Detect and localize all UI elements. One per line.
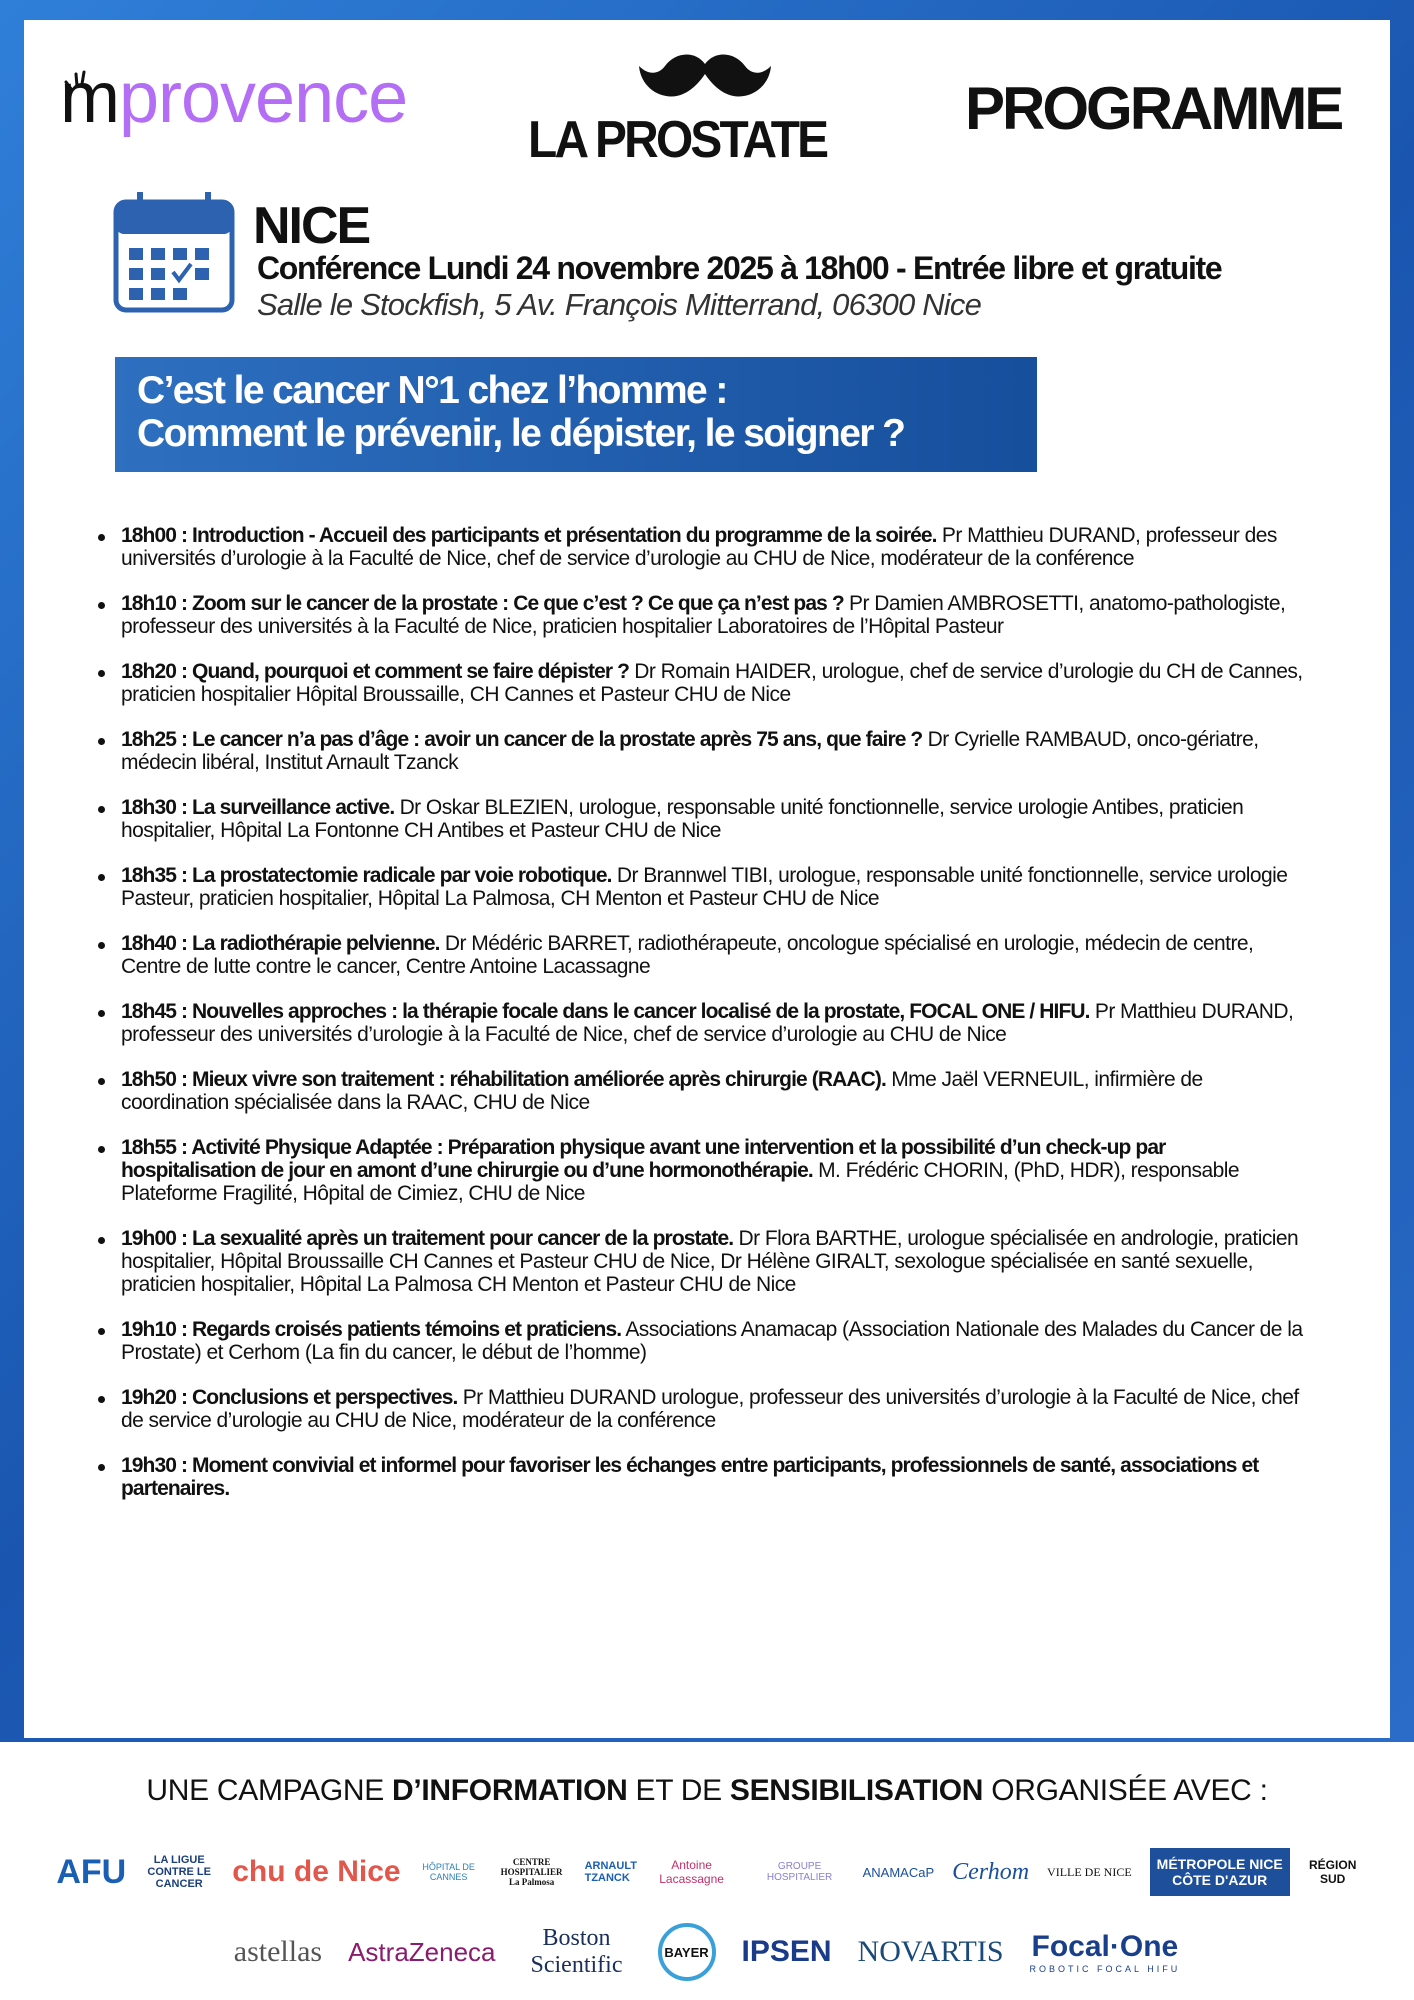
programme-heading: PROGRAMME	[965, 75, 1342, 142]
conference-date: Conférence Lundi 24 novembre 2025 à 18h00 - Entrée libre et gratuite	[257, 250, 1222, 286]
partner-logo: ANAMACaP	[862, 1864, 935, 1880]
partner-logo: LA LIGUE CONTRE LE CANCER	[147, 1854, 211, 1890]
program-list	[94, 524, 1304, 1522]
program-item-speaker: Pr Matthieu DURAND, professeur des universités d’urologie à la Faculté de Nice, chef de service d’urologie au CHU de Nice	[121, 1000, 1294, 1046]
program-item	[94, 864, 1304, 910]
headline-line-1: C’est le cancer N°1 chez l’homme :	[137, 369, 727, 412]
program-item-title: 18h50 : Mieux vivre son traitement : réhabilitation améliorée après chirurgie (RAAC).	[121, 1068, 886, 1091]
program-item	[94, 1386, 1304, 1432]
partner-logo: GROUPE HOSPITALIER	[766, 1861, 833, 1883]
partner-logo: MÉTROPOLE NICE CÔTE D'AZUR	[1150, 1848, 1290, 1896]
calendar-icon	[113, 192, 235, 314]
logo-m: m	[60, 58, 119, 138]
partner-logo: HÔPITAL DE CANNES	[422, 1862, 475, 1882]
partner-logo: chu de Nice	[232, 1855, 401, 1888]
partner-logo: IPSEN	[741, 1935, 832, 1968]
program-item-title: 18h30 : La surveillance active.	[121, 796, 395, 819]
program-item	[94, 660, 1304, 706]
partner-logos-row-2	[0, 1922, 1414, 1982]
program-item-speaker: Dr Brannwel TIBI, urologue, responsable unité fonctionnelle, service urologie Pasteur, praticien hospitalier, Hôpital La Palmosa, CH Menton et Pasteur CHU de Nice	[121, 864, 1288, 910]
partner-logo: BAYER	[658, 1923, 716, 1981]
partner-logo: NOVARTIS	[857, 1935, 1004, 1968]
program-item	[94, 1227, 1304, 1296]
partner-logo: CENTRE HOSPITALIER La Palmosa	[500, 1857, 563, 1887]
program-item-speaker: Pr Matthieu DURAND urologue, professeur des universités d’urologie à la Faculté de Nice, chef de service d’urologie au CHU de Nice, modérateur de la conférence	[121, 1386, 1299, 1432]
program-item-speaker: Dr Romain HAIDER, urologue, chef de service d’urologie du CH de Cannes, praticien hospitalier Hôpital Broussaille, CH Cannes et Pasteur CHU de Nice	[121, 660, 1303, 706]
program-item-title: 19h30 : Moment convivial et informel pour favoriser les échanges entre participants, professionnels de santé, associations et partenaires.	[121, 1454, 1259, 1500]
program-item-speaker: Dr Flora BARTHE, urologue spécialisée en andrologie, praticien hospitalier, Hôpital Broussaille CH Cannes et Pasteur CHU de Nice, Dr Hélène GIRALT, sexologue spécialisée en santé sexuelle, praticien hospitalier, Hôpital La Palmosa CH Menton et Pasteur CHU de Nice	[121, 1227, 1299, 1296]
program-item-title: 18h25 : Le cancer n’a pas d’âge : avoir un cancer de la prostate après 75 ans, que faire ?	[121, 728, 923, 751]
partner-logo: AstraZeneca	[348, 1936, 496, 1967]
partner-logo: VILLE DE NICE	[1047, 1864, 1132, 1879]
program-item-title: 18h00 : Introduction - Accueil des participants et présentation du programme de la soirée.	[121, 524, 937, 547]
campaign-text: UNE CAMPAGNE	[146, 1774, 392, 1807]
program-item-title: 19h00 : La sexualité après un traitement pour cancer de la prostate.	[121, 1227, 734, 1250]
campaign-text: ET DE	[627, 1774, 730, 1807]
program-item-speaker: Dr Oskar BLEZIEN, urologue, responsable unité fonctionnelle, service urologie Antibes, praticien hospitalier, Hôpital La Fontonne CH Antibes et Pasteur CHU de Nice	[121, 796, 1244, 842]
program-item	[94, 524, 1304, 570]
campaign-bold: SENSIBILISATION	[729, 1774, 984, 1807]
headline-line-2: Comment le prévenir, le dépister, le soigner ?	[137, 412, 905, 455]
campaign-bold: D’INFORMATION	[391, 1774, 628, 1807]
campaign-text: ORGANISÉE AVEC :	[983, 1774, 1268, 1807]
program-item	[94, 728, 1304, 774]
program-item-title: 18h10 : Zoom sur le cancer de la prostate : Ce que c’est ? Ce que ça n’est pas ?	[121, 592, 844, 615]
partner-logo: Boston Scientific	[530, 1925, 623, 1978]
event-title: LA PROSTATE	[528, 111, 827, 169]
partner-logo: AFU	[56, 1852, 127, 1891]
program-item-title: 18h40 : La radiothérapie pelvienne.	[121, 932, 440, 955]
program-item	[94, 796, 1304, 842]
program-item-title: 18h35 : La prostatectomie radicale par voie robotique.	[121, 864, 612, 887]
partner-logo: astellas	[233, 1935, 323, 1968]
program-item-speaker: Pr Damien AMBROSETTI, anatomo-pathologiste, professeur des universités à la Faculté de Nice, praticien hospitalier Laboratoires de l’Hôpital Pasteur	[121, 592, 1286, 638]
program-item	[94, 1068, 1304, 1114]
focal-one-logo	[1030, 1930, 1181, 1974]
focal-one-tagline: ROBOTIC FOCAL HIFU	[1029, 1964, 1181, 1974]
program-item-speaker: Mme Jaël VERNEUIL, infirmière de coordination spécialisée dans la RAAC, CHU de Nice	[121, 1068, 1203, 1114]
program-item-speaker: Associations Anamacap (Association Nationale des Malades du Cancer de la Prostate) et Cerhom (La fin du cancer, le début de l’homme)	[121, 1318, 1303, 1364]
program-item-speaker: Dr Médéric BARRET, radiothérapeute, oncologue spécialisé en urologie, médecin de centre, Centre de lutte contre le cancer, Centre Antoine Lacassagne	[121, 932, 1254, 978]
program-item	[94, 1000, 1304, 1046]
partner-logo: Cerhom	[952, 1858, 1030, 1885]
program-item-title: 19h20 : Conclusions et perspectives.	[121, 1386, 458, 1409]
program-item	[94, 1318, 1304, 1364]
program-item-title: 18h55 : Activité Physique Adaptée : Préparation physique avant une intervention et la possibilité d’un check-up par hospitalisation de jour en amont d’une chirurgie ou d’une hormonothérapie.	[121, 1136, 1166, 1182]
venue-address: Salle le Stockfish, 5 Av. François Mitterrand, 06300 Nice	[257, 287, 982, 322]
program-item-title: 19h10 : Regards croisés patients témoins et praticiens.	[121, 1318, 622, 1341]
mustache-icon	[635, 50, 775, 105]
mprovence-logo	[60, 58, 408, 138]
partner-logo: Focal·One	[1031, 1930, 1179, 1963]
partner-logo: Antoine Lacassagne	[659, 1858, 724, 1886]
program-item-title: 18h20 : Quand, pourquoi et comment se faire dépister ?	[121, 660, 630, 683]
logo-provence: provence	[118, 58, 408, 138]
program-item	[94, 932, 1304, 978]
program-item-title: 18h45 : Nouvelles approches : la thérapie focale dans le cancer localisé de la prostate, FOCAL ONE / HIFU.	[121, 1000, 1090, 1023]
program-item	[94, 1136, 1304, 1205]
headline-banner	[115, 357, 1037, 472]
city-title: NICE	[253, 197, 370, 255]
program-item	[94, 592, 1304, 638]
partner-logo: RÉGION SUD	[1309, 1858, 1357, 1886]
program-item-speaker: Dr Cyrielle RAMBAUD, onco-gériatre, médecin libéral, Institut Arnault Tzanck	[121, 728, 1259, 774]
campaign-statement	[0, 1774, 1414, 1808]
program-item-speaker: Pr Matthieu DURAND, professeur des universités d’urologie à la Faculté de Nice, chef de service d’urologie au CHU de Nice, modérateur de la conférence	[121, 524, 1277, 570]
program-item-speaker: M. Frédéric CHORIN, (PhD, HDR), responsable Plateforme Fragilité, Hôpital de Cimiez, CHU de Nice	[121, 1159, 1240, 1205]
partner-logos-row-1	[0, 1840, 1414, 1904]
program-item	[94, 1454, 1304, 1500]
partner-logo: ARNAULT TZANCK	[584, 1860, 637, 1884]
